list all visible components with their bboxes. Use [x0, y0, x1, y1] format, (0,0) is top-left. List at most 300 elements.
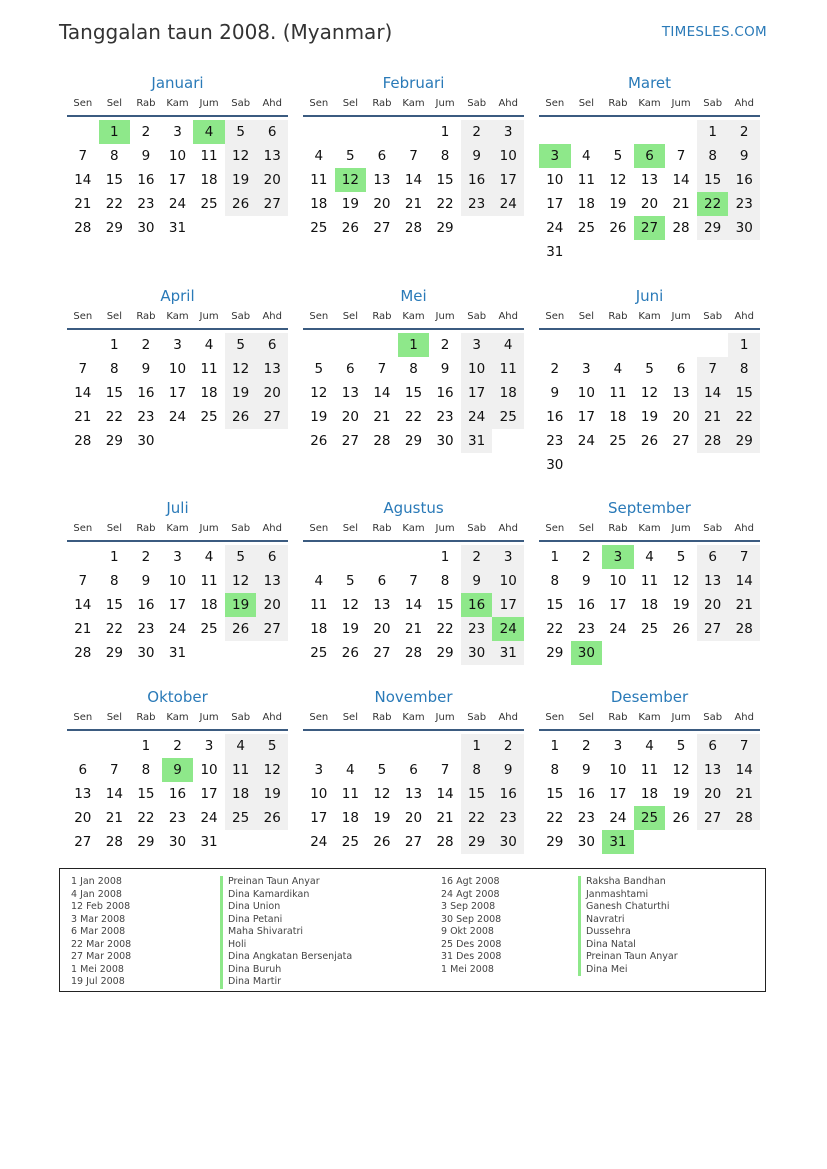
day-cell: 23	[137, 196, 155, 212]
weekday-label: Sel	[342, 523, 358, 534]
day-cell: 3	[204, 738, 214, 754]
day-cell: 30	[461, 641, 493, 665]
day-cell: 5	[676, 549, 686, 565]
day-cell: 29	[436, 220, 454, 236]
day-cell: 15	[105, 597, 123, 613]
day-cell: 8	[110, 573, 119, 589]
weekday-label: Ahd	[734, 523, 754, 534]
day-cell: 23	[728, 192, 760, 216]
day-cell: 6	[676, 361, 686, 377]
weekday-label: Jum	[671, 712, 691, 723]
day-cell: 30	[728, 216, 760, 240]
day-cell: 11	[640, 573, 659, 589]
day-cell: 22	[436, 196, 454, 212]
empty-day-cell	[335, 734, 367, 758]
day-cell: 23	[461, 192, 493, 216]
weekday-label: Jum	[199, 712, 219, 723]
day-cell: 25	[225, 806, 257, 830]
day-cell: 31	[168, 220, 187, 236]
day-cell: 4	[314, 148, 324, 164]
weekday-label: Rab	[372, 712, 392, 723]
day-cell: 28	[74, 220, 92, 236]
holiday-day-cell: 25	[634, 806, 666, 830]
day-cell: 11	[200, 361, 218, 377]
day-cell: 15	[137, 786, 155, 802]
day-cell: 3	[314, 762, 324, 778]
day-cell: 21	[404, 621, 423, 637]
day-cell: 1	[110, 337, 119, 353]
day-cell: 30	[137, 220, 155, 236]
day-cell: 11	[225, 758, 257, 782]
day-grid	[539, 734, 760, 854]
day-cell: 17	[609, 786, 627, 802]
holiday-day-cell: 24	[492, 617, 524, 641]
day-grid	[539, 120, 760, 264]
day-cell: 18	[640, 786, 659, 802]
day-cell: 14	[436, 786, 454, 802]
weekday-label: Sen	[73, 98, 93, 109]
day-cell: 23	[137, 621, 155, 637]
day-cell: 7	[697, 357, 729, 381]
weekday-label: Sen	[309, 98, 329, 109]
day-cell: 16	[137, 385, 155, 401]
day-cell: 26	[225, 192, 257, 216]
day-cell: 21	[672, 196, 690, 212]
day-cell: 11	[577, 172, 595, 188]
day-cell: 12	[225, 569, 257, 593]
day-cell: 13	[672, 385, 690, 401]
day-cell: 29	[137, 834, 155, 850]
weekday-label: Rab	[136, 523, 156, 534]
day-cell: 26	[640, 433, 659, 449]
day-cell: 28	[404, 220, 423, 236]
day-cell: 11	[310, 172, 328, 188]
legend-holiday-name: Ganesh Chaturthi	[578, 901, 678, 914]
day-cell: 10	[168, 573, 187, 589]
day-cell: 17	[168, 385, 187, 401]
day-cell: 23	[492, 806, 524, 830]
weekday-label: Jum	[435, 712, 455, 723]
day-cell: 3	[173, 337, 182, 353]
day-cell: 2	[461, 120, 493, 144]
weekday-label: Jum	[199, 311, 219, 322]
day-cell: 11	[341, 786, 359, 802]
weekday-label: Rab	[608, 311, 628, 322]
month-name: September	[608, 499, 691, 517]
day-cell: 2	[173, 738, 182, 754]
legend-date: 31 Des 2008	[441, 951, 502, 962]
month-mei	[303, 286, 524, 453]
day-cell: 5	[613, 148, 623, 164]
empty-day-cell	[398, 120, 430, 144]
holiday-day-cell: 22	[697, 192, 729, 216]
day-cell: 19	[310, 409, 328, 425]
empty-day-cell	[335, 120, 367, 144]
legend-names-col-2	[578, 876, 678, 976]
weekday-label: Sen	[309, 712, 329, 723]
day-cell: 18	[200, 172, 218, 188]
day-cell: 21	[728, 782, 760, 806]
day-cell: 14	[74, 385, 92, 401]
day-cell: 3	[492, 120, 524, 144]
day-cell: 6	[377, 573, 387, 589]
day-cell: 7	[728, 545, 760, 569]
legend-date: 3 Mar 2008	[71, 913, 126, 925]
weekday-header	[303, 95, 524, 117]
day-cell: 21	[373, 409, 391, 425]
weekday-label: Ahd	[498, 712, 518, 723]
day-cell: 27	[341, 433, 359, 449]
day-cell: 11	[609, 385, 627, 401]
day-cell: 28	[373, 433, 391, 449]
legend-date: 6 Mar 2008	[71, 926, 126, 937]
weekday-label: Rab	[608, 712, 628, 723]
weekday-header	[539, 308, 760, 330]
empty-day-cell	[366, 333, 398, 357]
day-cell: 12	[310, 385, 328, 401]
day-cell: 23	[577, 810, 595, 826]
day-cell: 10	[609, 573, 627, 589]
day-cell: 16	[492, 782, 524, 806]
day-cell: 13	[404, 786, 423, 802]
day-cell: 21	[74, 621, 92, 637]
day-cell: 28	[404, 645, 423, 661]
day-cell: 27	[256, 192, 288, 216]
weekday-label: Ahd	[262, 98, 282, 109]
day-cell: 1	[550, 549, 560, 565]
day-grid	[303, 734, 524, 854]
day-cell: 28	[697, 429, 729, 453]
day-cell: 2	[141, 549, 151, 565]
empty-day-cell	[665, 120, 697, 144]
legend-holiday-name: Holi	[220, 939, 352, 952]
weekday-label: Jum	[199, 523, 219, 534]
day-cell: 5	[225, 545, 257, 569]
legend-holiday-name: Dina Kamardikan	[220, 889, 352, 902]
month-name: Mei	[400, 287, 427, 305]
day-cell: 10	[200, 762, 218, 778]
weekday-label: Rab	[372, 98, 392, 109]
day-cell: 18	[341, 810, 359, 826]
day-cell: 9	[550, 385, 560, 401]
day-cell: 28	[436, 834, 454, 850]
day-cell: 15	[436, 597, 454, 613]
day-cell: 7	[676, 148, 686, 164]
day-cell: 21	[404, 196, 423, 212]
day-grid	[303, 120, 524, 240]
day-cell: 10	[577, 385, 595, 401]
empty-day-cell	[665, 333, 697, 357]
day-cell: 9	[492, 758, 524, 782]
day-cell: 18	[310, 196, 328, 212]
day-cell: 7	[728, 734, 760, 758]
weekday-label: Rab	[608, 98, 628, 109]
day-cell: 12	[225, 144, 257, 168]
day-cell: 8	[550, 573, 560, 589]
day-cell: 21	[728, 593, 760, 617]
weekday-label: Kam	[638, 523, 661, 534]
day-cell: 4	[225, 734, 257, 758]
empty-day-cell	[697, 333, 729, 357]
day-cell: 21	[74, 196, 92, 212]
day-cell: 26	[373, 834, 391, 850]
day-cell: 16	[137, 172, 155, 188]
day-cell: 25	[200, 621, 218, 637]
day-cell: 4	[645, 549, 654, 565]
empty-day-cell	[67, 734, 99, 758]
day-cell: 22	[105, 196, 123, 212]
empty-day-cell	[67, 333, 99, 357]
day-cell: 21	[697, 405, 729, 429]
day-cell: 28	[105, 834, 123, 850]
day-cell: 28	[74, 433, 92, 449]
empty-day-cell	[634, 120, 666, 144]
day-cell: 17	[200, 786, 218, 802]
day-cell: 17	[577, 409, 595, 425]
day-cell: 16	[546, 409, 564, 425]
weekday-header	[67, 709, 288, 731]
day-cell: 5	[676, 738, 686, 754]
day-cell: 16	[577, 786, 595, 802]
day-cell: 17	[461, 381, 493, 405]
legend-date: 9 Okt 2008	[441, 926, 494, 937]
holiday-day-cell: 19	[225, 593, 257, 617]
day-cell: 11	[200, 148, 218, 164]
day-cell: 8	[409, 361, 418, 377]
day-cell: 14	[105, 786, 123, 802]
day-cell: 16	[436, 385, 454, 401]
day-grid	[539, 545, 760, 665]
weekday-label: Rab	[372, 523, 392, 534]
holiday-day-cell: 1	[398, 333, 430, 357]
weekday-label: Sel	[578, 712, 594, 723]
day-cell: 19	[373, 810, 391, 826]
empty-day-cell	[67, 545, 99, 569]
day-cell: 21	[436, 810, 454, 826]
day-cell: 20	[256, 593, 288, 617]
day-cell: 20	[74, 810, 92, 826]
day-cell: 5	[346, 148, 355, 164]
month-agustus	[303, 498, 524, 665]
day-cell: 4	[346, 762, 355, 778]
day-cell: 29	[105, 220, 123, 236]
day-cell: 12	[609, 172, 627, 188]
legend-holiday-name: Maha Shivaratri	[220, 926, 352, 939]
day-grid	[67, 734, 288, 854]
empty-day-cell	[398, 734, 430, 758]
day-cell: 27	[697, 617, 729, 641]
legend-holiday-name: Janmashtami	[578, 889, 678, 902]
day-cell: 18	[609, 409, 627, 425]
month-desember	[539, 687, 760, 854]
day-cell: 8	[461, 758, 493, 782]
day-cell: 8	[440, 148, 450, 164]
empty-day-cell	[366, 545, 398, 569]
day-cell: 13	[697, 569, 729, 593]
day-cell: 29	[546, 645, 564, 661]
day-cell: 25	[577, 220, 595, 236]
empty-day-cell	[634, 333, 666, 357]
empty-day-cell	[366, 120, 398, 144]
month-name: Februari	[382, 74, 445, 92]
legend-date: 22 Mar 2008	[71, 938, 132, 950]
day-cell: 25	[492, 405, 524, 429]
day-cell: 26	[225, 405, 257, 429]
day-cell: 31	[492, 641, 524, 665]
day-cell: 29	[404, 433, 423, 449]
day-cell: 27	[697, 806, 729, 830]
day-cell: 6	[256, 545, 288, 569]
day-cell: 27	[404, 834, 423, 850]
day-cell: 8	[728, 357, 760, 381]
day-cell: 19	[672, 597, 690, 613]
day-cell: 25	[200, 196, 218, 212]
day-cell: 15	[105, 385, 123, 401]
legend-holiday-name: Dina Martir	[220, 976, 352, 989]
day-cell: 6	[409, 762, 418, 778]
month-april	[67, 286, 288, 453]
day-cell: 4	[204, 549, 214, 565]
month-name: November	[374, 688, 453, 706]
day-cell: 6	[377, 148, 387, 164]
day-cell: 16	[728, 168, 760, 192]
day-cell: 14	[404, 597, 423, 613]
legend-date: 1 Mei 2008	[441, 963, 494, 975]
day-cell: 11	[310, 597, 328, 613]
day-cell: 15	[436, 172, 454, 188]
weekday-header	[539, 520, 760, 542]
day-cell: 14	[728, 758, 760, 782]
holiday-day-cell: 27	[634, 216, 666, 240]
day-cell: 1	[697, 120, 729, 144]
day-cell: 14	[373, 385, 391, 401]
day-cell: 23	[137, 409, 155, 425]
weekday-label: Sen	[73, 311, 93, 322]
day-cell: 7	[377, 361, 387, 377]
day-cell: 3	[492, 545, 524, 569]
day-cell: 25	[310, 645, 328, 661]
day-cell: 3	[173, 549, 182, 565]
day-cell: 26	[256, 806, 288, 830]
day-cell: 28	[74, 645, 92, 661]
day-grid	[303, 545, 524, 665]
empty-day-cell	[539, 120, 571, 144]
month-name: Oktober	[147, 688, 208, 706]
weekday-header	[67, 520, 288, 542]
day-cell: 17	[546, 196, 564, 212]
day-cell: 12	[341, 597, 359, 613]
day-cell: 20	[256, 168, 288, 192]
day-cell: 5	[225, 120, 257, 144]
day-grid	[67, 545, 288, 665]
day-cell: 21	[74, 409, 92, 425]
day-cell: 13	[373, 172, 391, 188]
weekday-label: Kam	[638, 311, 661, 322]
day-cell: 16	[461, 168, 493, 192]
day-cell: 30	[546, 457, 564, 473]
day-cell: 15	[105, 172, 123, 188]
day-cell: 15	[546, 786, 564, 802]
day-cell: 31	[168, 645, 187, 661]
empty-day-cell	[335, 545, 367, 569]
weekday-label: Rab	[136, 712, 156, 723]
day-cell: 17	[310, 810, 328, 826]
page-title: Tanggalan taun 2008. (Myanmar)	[59, 20, 393, 44]
brand-link[interactable]: TIMESLES.COM	[661, 24, 767, 40]
empty-day-cell	[602, 333, 634, 357]
legend-holiday-name: Raksha Bandhan	[578, 876, 678, 889]
weekday-label: Ahd	[498, 523, 518, 534]
day-cell: 12	[672, 762, 690, 778]
day-grid	[67, 333, 288, 453]
weekday-label: Sab	[703, 712, 723, 723]
day-cell: 22	[546, 810, 564, 826]
weekday-header	[303, 520, 524, 542]
day-cell: 29	[728, 429, 760, 453]
weekday-label: Sel	[106, 523, 122, 534]
day-cell: 26	[310, 433, 328, 449]
weekday-label: Sab	[231, 523, 251, 534]
day-cell: 7	[78, 148, 88, 164]
day-cell: 12	[373, 786, 391, 802]
weekday-label: Sel	[106, 311, 122, 322]
weekday-label: Sen	[545, 523, 565, 534]
legend-dates-col-1	[71, 876, 131, 989]
day-cell: 9	[461, 569, 493, 593]
legend-date: 24 Agt 2008	[441, 888, 500, 900]
day-cell: 15	[461, 782, 493, 806]
day-cell: 6	[697, 545, 729, 569]
day-cell: 19	[341, 621, 359, 637]
legend-holiday-name: Dina Natal	[578, 939, 678, 952]
day-cell: 8	[141, 762, 151, 778]
weekday-header	[67, 95, 288, 117]
day-cell: 18	[640, 597, 659, 613]
day-cell: 31	[461, 429, 493, 453]
weekday-label: Sel	[578, 311, 594, 322]
weekday-label: Jum	[435, 98, 455, 109]
day-grid	[539, 333, 760, 477]
day-cell: 2	[550, 361, 560, 377]
day-cell: 11	[492, 357, 524, 381]
day-cell: 2	[728, 120, 760, 144]
empty-day-cell	[602, 120, 634, 144]
day-cell: 14	[672, 172, 690, 188]
day-cell: 26	[609, 220, 627, 236]
day-cell: 16	[137, 597, 155, 613]
day-cell: 8	[440, 573, 450, 589]
day-cell: 27	[256, 405, 288, 429]
empty-day-cell	[303, 120, 335, 144]
day-cell: 4	[613, 361, 623, 377]
weekday-label: Kam	[402, 311, 425, 322]
day-cell: 9	[582, 573, 591, 589]
day-cell: 14	[404, 172, 423, 188]
empty-day-cell	[303, 545, 335, 569]
day-cell: 3	[173, 124, 182, 140]
day-cell: 13	[697, 758, 729, 782]
legend-date: 27 Mar 2008	[71, 951, 132, 962]
weekday-label: Jum	[671, 98, 691, 109]
day-cell: 27	[373, 645, 391, 661]
day-cell: 7	[440, 762, 450, 778]
day-cell: 25	[341, 834, 359, 850]
weekday-header	[539, 709, 760, 731]
month-name: Januari	[151, 74, 204, 92]
legend-holiday-name: Dina Union	[220, 901, 352, 914]
day-cell: 24	[546, 220, 564, 236]
day-cell: 24	[168, 196, 187, 212]
